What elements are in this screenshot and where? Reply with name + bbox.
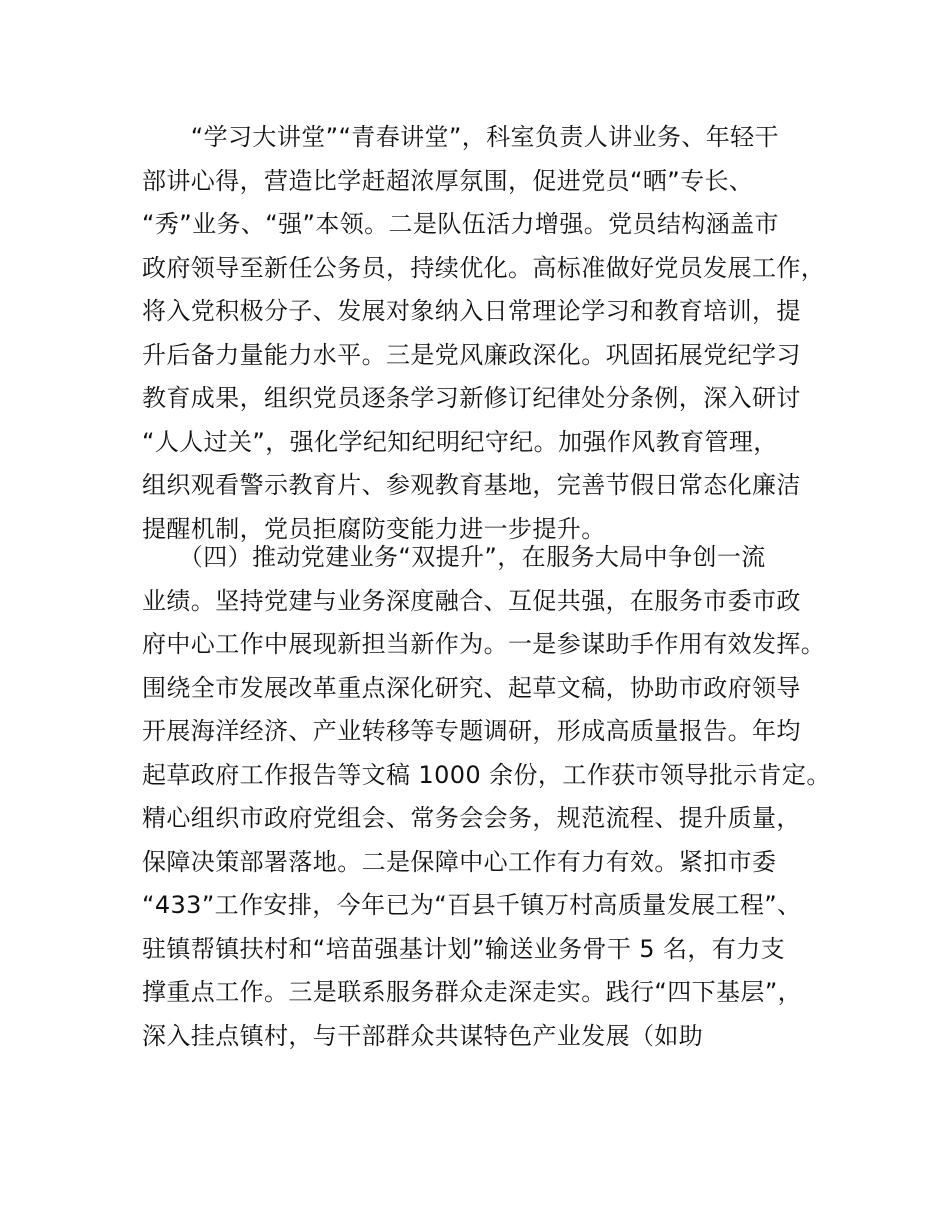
- text-line: “秀”业务、“强”本领。二是队伍活力增强。党员结构涵盖市: [142, 210, 779, 238]
- text-line: 政府领导至新任公务员，持续优化。高标准做好党员发展工作，: [142, 253, 826, 282]
- text-line: 围绕全市发展改革重点深化研究、起草文稿，协助市政府领导: [142, 673, 801, 702]
- text-line: 保障决策部署落地。二是保障中心工作有力有效。紧扣市委: [142, 847, 777, 876]
- text-line: 教育成果，组织党员逐条学习新修订纪律处分条例，深入研讨: [142, 384, 801, 412]
- text-line: 升后备力量能力水平。三是党风廉政深化。巩固拓展党纪学习: [142, 340, 801, 369]
- text-line: “433”工作安排，今年已为“百县千镇万村高质量发展工程”、: [142, 891, 802, 919]
- text-line: 撑重点工作。三是联系服务群众走深走实。践行“四下基层”，: [142, 978, 803, 1006]
- text-line: 提醒机制，党员拒腐防变能力进一步提升。: [142, 514, 606, 543]
- text-line: “人人过关”，强化学纪知纪明纪守纪。加强作风教育管理，: [142, 427, 778, 456]
- text-line: 开展海洋经济、产业转移等专题调研，形成高质量报告。年均: [142, 717, 801, 745]
- paragraph-party-building-activities: [142, 116, 842, 551]
- text-line: （四）推动党建业务“双提升”，在服务大局中争创一流: [142, 543, 766, 571]
- text-line: 业绩。坚持党建与业务深度融合、互促共强，在服务市委市政: [142, 586, 801, 615]
- text-line: 驻镇帮镇扶村和“培苗强基计划”输送业务骨干 5 名，有力支: [142, 934, 785, 963]
- text-line: 部讲心得，营造比学赶超浓厚氛围，促进党员“晒”专长、: [142, 166, 754, 195]
- text-line: 深入挂点镇村，与干部群众共谋特色产业发展（如助: [142, 1021, 704, 1050]
- paragraph-section-four: [142, 536, 842, 1058]
- text-line: 将入党积极分子、发展对象纳入日常理论学习和教育培训，提: [142, 297, 801, 325]
- text-line: 精心组织市政府党组会、常务会会务，规范流程、提升质量，: [142, 804, 801, 832]
- text-line: “学习大讲堂”“青春讲堂”，科室负责人讲业务、年轻干: [142, 123, 779, 151]
- text-line: 起草政府工作报告等文稿 1000 余份，工作获市领导批示肯定。: [142, 760, 831, 789]
- text-line: 府中心工作中展现新担当新作为。一是参谋助手作用有效发挥。: [142, 630, 826, 658]
- text-line: 组织观看警示教育片、参观教育基地，完善节假日常态化廉洁: [142, 471, 801, 499]
